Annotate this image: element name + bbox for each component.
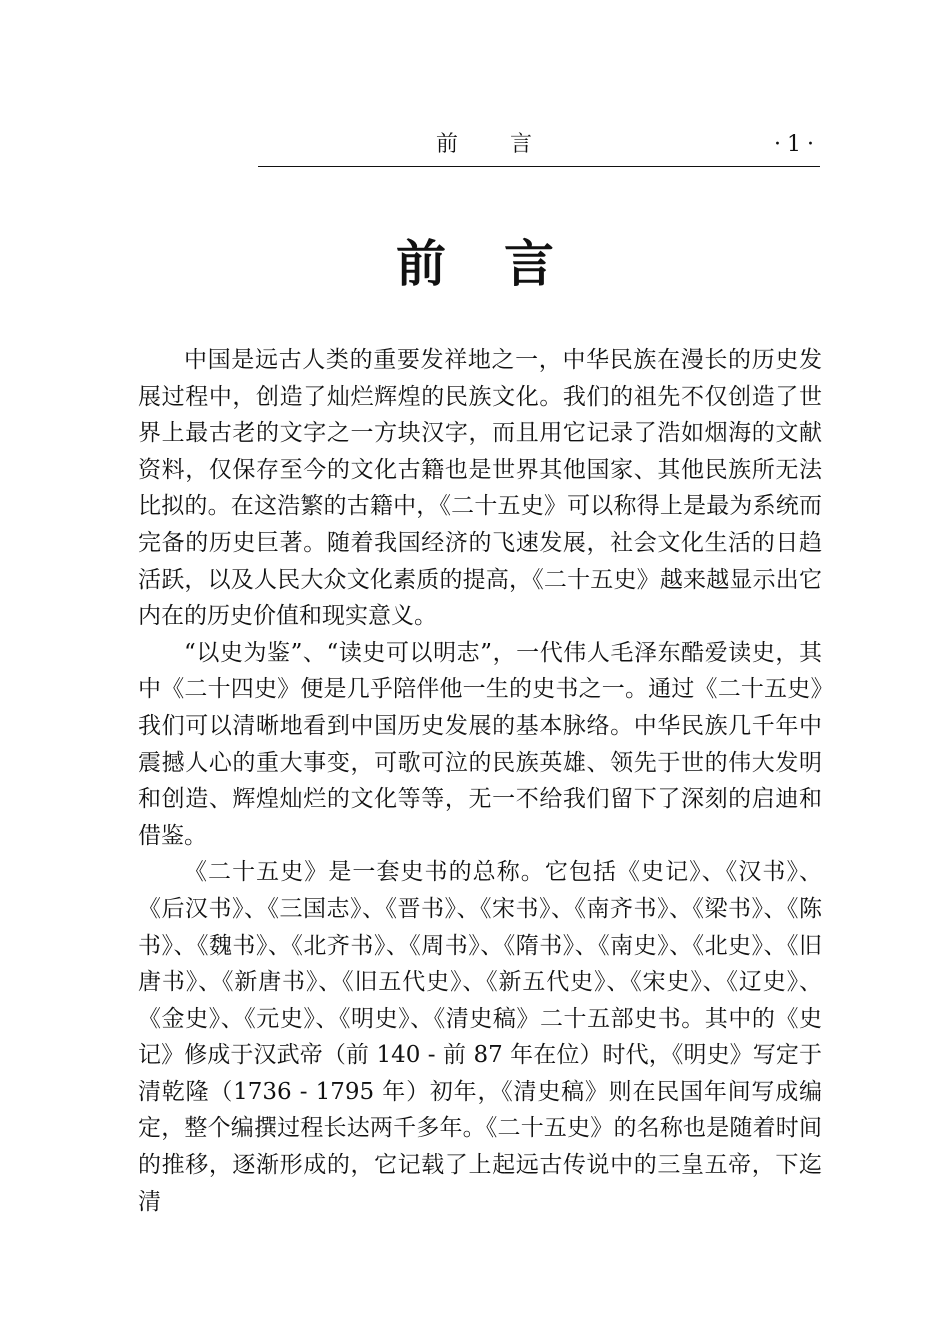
body-text xyxy=(138,342,822,1220)
page-number: ·1· xyxy=(774,132,820,157)
paragraph-3: 《二十五史》是一套史书的总称。它包括《史记》、《汉书》、《后汉书》、《三国志》、《晋书》、《宋书》、《南齐书》、《梁书》、《陈书》、《魏书》、《北齐书》、《周书》、《隋书》、《南史》、《北史》、《旧唐书》、《新唐书》、《旧五代史》、《新五代史》、《宋史》、《辽史》、《金史》、《元史》、《明史》、《清史稿》二十五部史书。其中的《史记》修成于汉武帝（前 140 - 前 87 年在位）时代，《明史》写定于清乾隆（1736 - 1795 年）初年，《清史稿》则在民国年间写成编定，整个编撰过程长达两千多年。《二十五史》的名称也是随着时间的推移，逐渐形成的，它记载了上起远古传说中的三皇五帝，下迄清 xyxy=(138,859,822,1215)
paragraph-2: “以史为鉴”、“读史可以明志”，一代伟人毛泽东酷爱读史，其中《二十四史》便是几乎陪伴他一生的史书之一。通过《二十五史》我们可以清晰地看到中国历史发展的基本脉络。中华民族几千年中震撼人心的重大事变，可歌可泣的民族英雄、领先于世的伟大发明和创造、辉煌灿烂的文化等等，无一不给我们留下了深刻的启迪和借鉴。 xyxy=(138,639,822,849)
header-rule xyxy=(258,166,820,167)
paragraph-1: 中国是远古人类的重要发祥地之一，中华民族在漫长的历史发展过程中，创造了灿烂辉煌的民族文化。我们的祖先不仅创造了世界上最古老的文字之一方块汉字，而且用它记录了浩如烟海的文献资料，仅保存至今的文化古籍也是世界其他国家、其他民族所无法比拟的。在这浩繁的古籍中，《二十五史》可以称得上是最为系统而完备的历史巨著。随着我国经济的飞速发展，社会文化生活的日趋活跃，以及人民大众文化素质的提高，《二十五史》越来越显示出它内在的历史价值和现实意义。 xyxy=(138,347,822,630)
running-head-title: 前言 xyxy=(436,132,585,157)
chapter-title: 前言 xyxy=(396,235,612,293)
running-head xyxy=(258,128,820,164)
